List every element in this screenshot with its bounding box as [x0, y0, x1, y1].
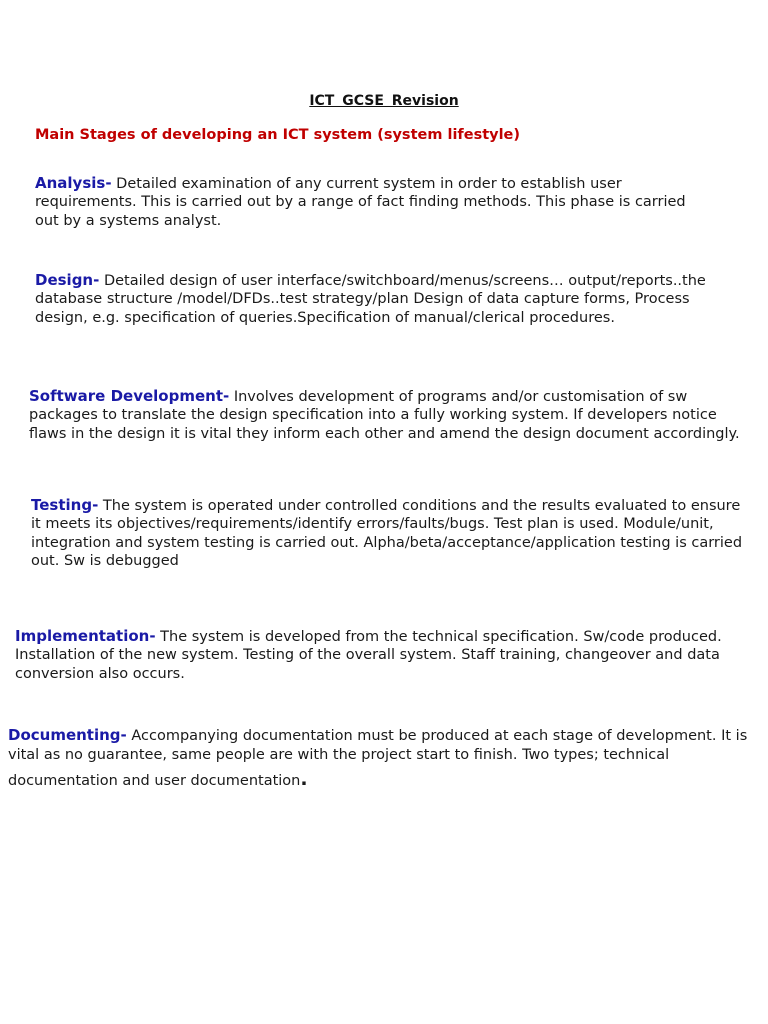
testing-section — [31, 496, 751, 570]
analysis-section — [35, 174, 695, 230]
documenting-final-line — [8, 770, 766, 791]
documenting-final-text: documentation and user documentation — [8, 773, 301, 789]
implementation-text: The system is developed from the technical specification. Sw/code produced. Installation of the new system. Testing of the overall system. Staff training, changeover and data conversion also occurs. — [15, 629, 722, 682]
section-heading: Main Stages of developing an ICT system (system lifestyle) — [35, 127, 521, 143]
page-title: ICT GCSE Revision — [309, 93, 459, 109]
software-development-section — [29, 387, 749, 443]
analysis-text: Detailed examination of any current system in order to establish user requirements. This is carried out by a range of fact finding methods. This phase is carried out by a systems analyst. — [35, 176, 686, 229]
documenting-final-punct: . — [300, 768, 308, 790]
documenting-text: Accompanying documentation must be produced at each stage of development. It is vital as no guarantee, same people are with the project start to finish. Two types; technical — [8, 728, 748, 763]
software-development-term: Software Development- — [29, 387, 230, 405]
software-development-text: Involves development of programs and/or customisation of sw packages to translate the design specification into a fully working system. If developers notice flaws in the design it is vital they inform each other and amend the design document accordingly. — [29, 389, 740, 442]
testing-term: Testing- — [31, 496, 99, 514]
design-section — [35, 271, 735, 327]
analysis-term: Analysis- — [35, 174, 112, 192]
documenting-section — [8, 726, 766, 791]
testing-text: The system is operated under controlled conditions and the results evaluated to ensure it meets its objectives/requirements/identify errors/faults/bugs. Test plan is used. Module/unit, integration and system testing is carried out. Alpha/beta/acceptance/application testing is carried out. Sw is debugged — [31, 498, 743, 569]
design-text: Detailed design of user interface/switchboard/menus/screens… output/reports..the database structure /model/DFDs..test strategy/plan Design of data capture forms, Process design, e.g. specification of queries.Specification of manual/clerical procedures. — [35, 273, 706, 326]
implementation-section — [15, 627, 765, 683]
documenting-term: Documenting- — [8, 726, 127, 744]
design-term: Design- — [35, 271, 100, 289]
implementation-term: Implementation- — [15, 627, 156, 645]
